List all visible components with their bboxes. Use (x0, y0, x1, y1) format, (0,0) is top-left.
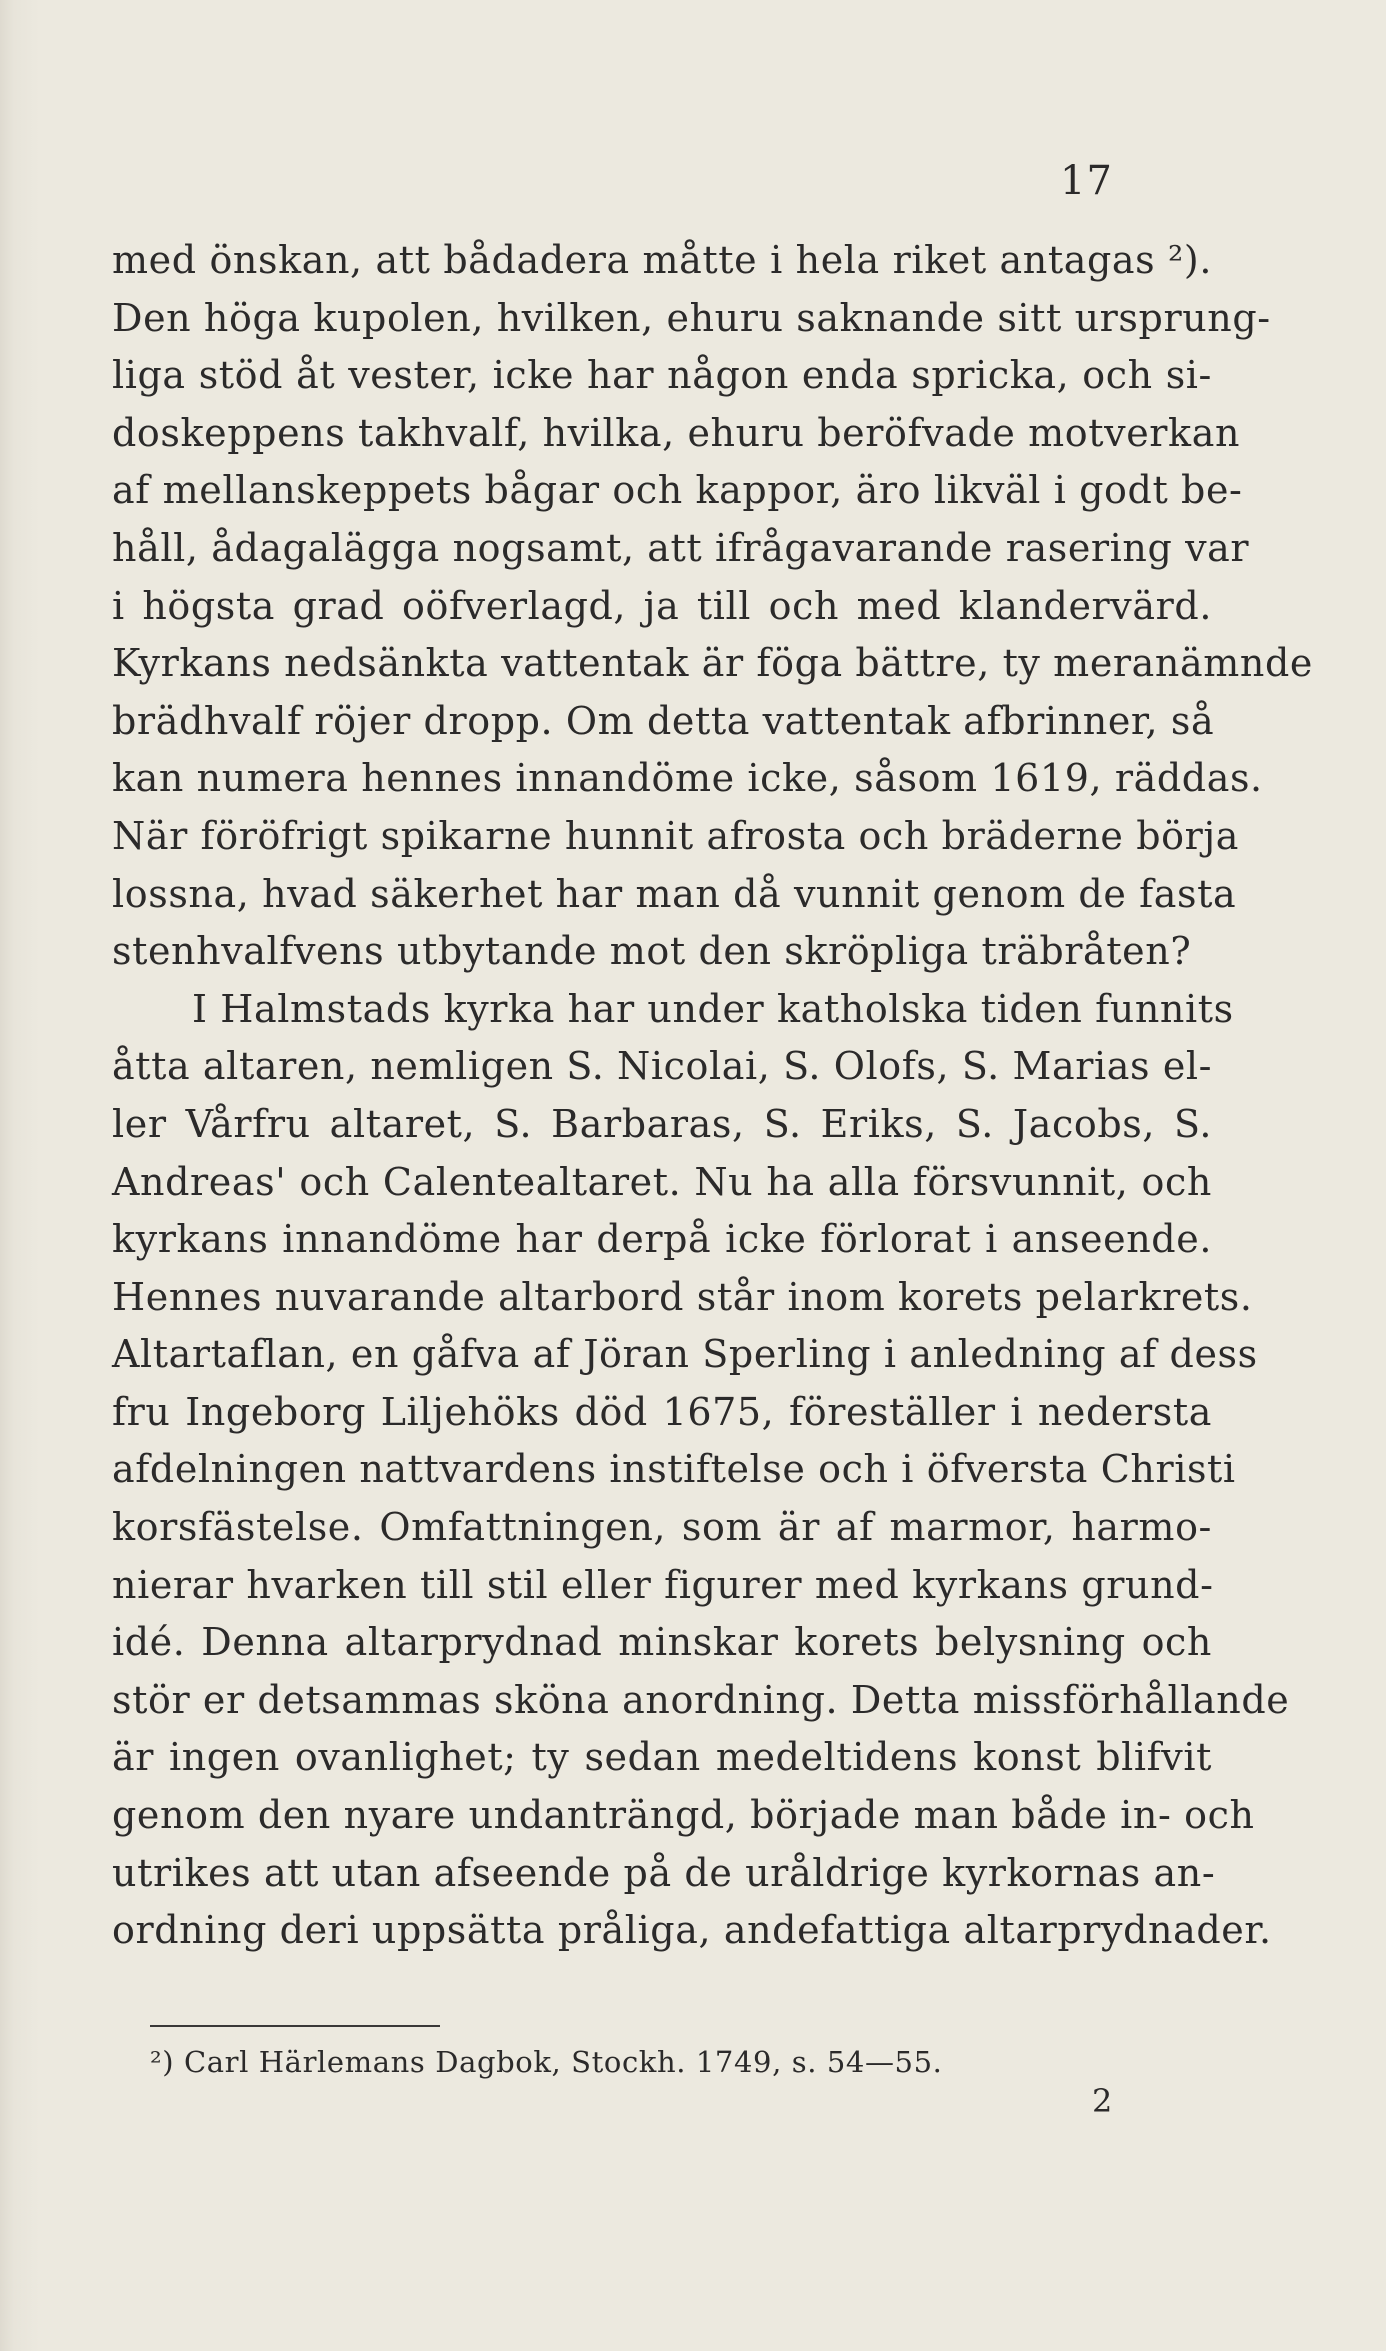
text-line: Andreas' och Calentealtaret. Nu ha alla försvunnit, och (112, 1159, 1212, 1204)
text-line: brädhvalf röjer dropp. Om detta vattentak afbrinner, så (112, 698, 1215, 743)
text-line: doskeppens takhvalf, hvilka, ehuru beröfvade motverkan (112, 410, 1241, 455)
text-line: utrikes att utan afseende på de uråldrige kyrkornas an- (112, 1850, 1216, 1895)
text-line: stör er detsammas sköna anordning. Detta missförhållande (112, 1677, 1290, 1722)
text-line: är ingen ovanlighet; ty sedan medeltidens konst blifvit (112, 1735, 1212, 1780)
text-line: i högsta grad oöfverlagd, ja till och med klandervärd. (112, 583, 1212, 628)
text-line: Kyrkans nedsänkta vattentak är föga bättre, ty meranämnde (112, 641, 1313, 686)
page-number: 17 (1060, 158, 1113, 204)
text-line: genom den nyare undanträngd, började man både in- och (112, 1793, 1255, 1838)
text-line: med önskan, att bådadera måtte i hela riket antagas ²). (112, 238, 1212, 282)
text-line: ordning deri uppsätta pråliga, andefattiga altarprydnader. (112, 1908, 1272, 1953)
text-line: lossna, hvad säkerhet har man då vunnit genom de fasta (112, 871, 1237, 916)
text-line: åtta altaren, nemligen S. Nicolai, S. Olofs, S. Marias el- (112, 1044, 1213, 1089)
text-line: När föröfrigt spikarne hunnit afrosta och bräderne börja (112, 813, 1240, 858)
text-line: fru Ingeborg Liljehöks död 1675, föreställer i nedersta (112, 1389, 1212, 1434)
text-line: afdelningen nattvardens instiftelse och i öfversta Christi (112, 1447, 1236, 1492)
text-line: korsfästelse. Omfattningen, som är af marmor, harmo- (112, 1505, 1212, 1550)
text-line: håll, ådagalägga nogsamt, att ifrågavarande rasering var (112, 525, 1250, 570)
text-line: ler Vårfru altaret, S. Barbaras, S. Eriks, S. Jacobs, S. (112, 1101, 1212, 1146)
body-text (112, 232, 1313, 1960)
footnote-divider (150, 2025, 440, 2027)
text-line: Den höga kupolen, hvilken, ehuru saknande sitt ursprung- (112, 295, 1271, 340)
footnote: ²) Carl Härlemans Dagbok, Stockh. 1749, s. 54—55. (150, 2045, 943, 2079)
text-line: liga stöd åt vester, icke har någon enda spricka, och si- (112, 353, 1212, 398)
text-line: kan numera hennes innandöme icke, såsom 1619, räddas. (112, 756, 1263, 801)
text-line: nierar hvarken till stil eller figurer med kyrkans grund- (112, 1562, 1214, 1607)
text-line: idé. Denna altarprydnad minskar korets belysning och (112, 1620, 1212, 1665)
text-line: af mellanskeppets bågar och kappor, äro likväl i godt be- (112, 468, 1243, 513)
text-line: I Halmstads kyrka har under katholska tiden funnits (192, 986, 1234, 1031)
text-line: Altartaflan, en gåfva af Jöran Sperling i anledning af dess (112, 1332, 1258, 1377)
text-line: stenhvalfvens utbytande mot den skröpliga träbråten? (112, 929, 1192, 974)
text-line: Hennes nuvarande altarbord står inom korets pelarkrets. (112, 1274, 1253, 1319)
text-line: kyrkans innandöme har derpå icke förlorat i anseende. (112, 1217, 1212, 1262)
signature-mark: 2 (1092, 2082, 1113, 2120)
